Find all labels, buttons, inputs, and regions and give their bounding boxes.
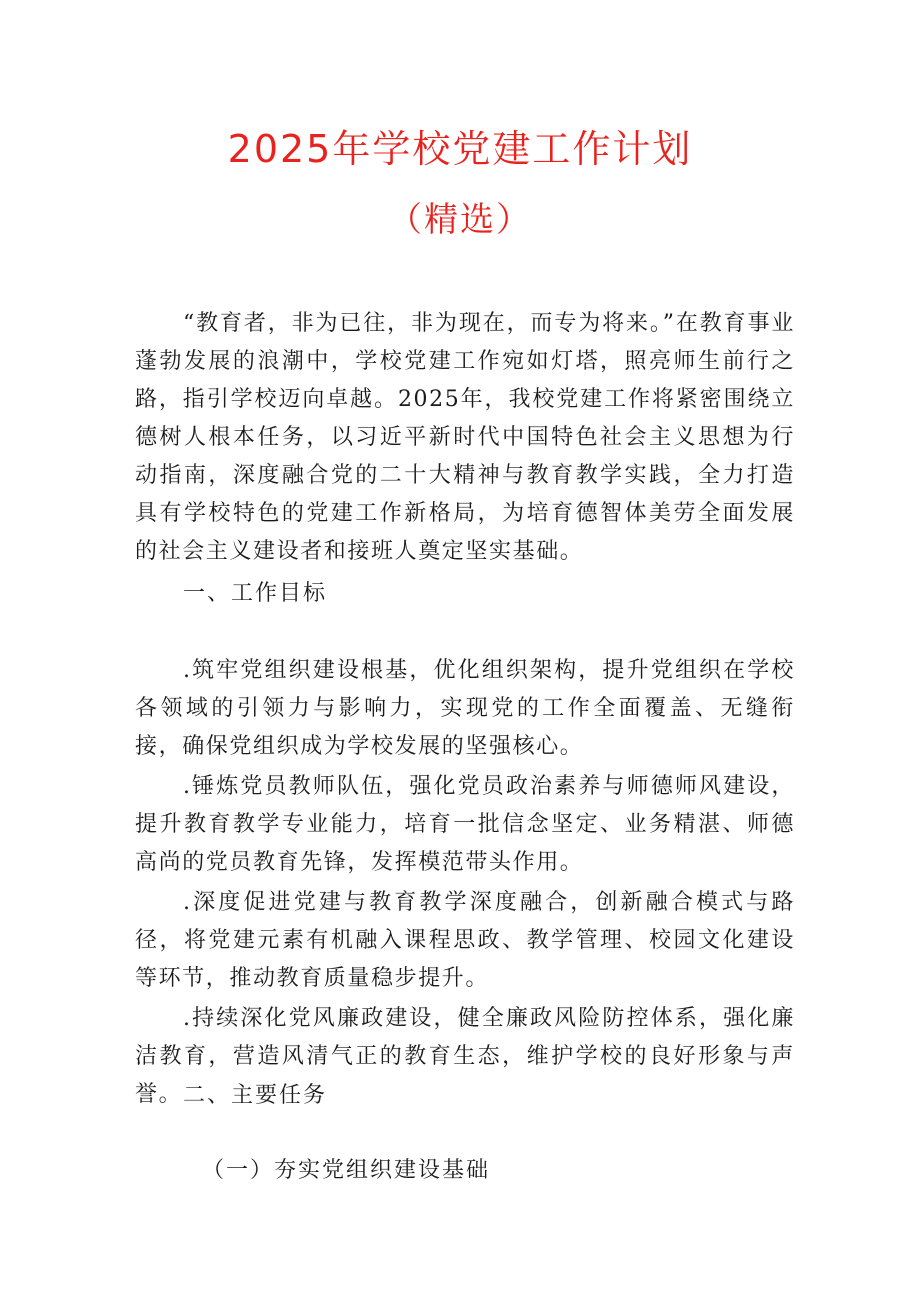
goal-item: .深度促进党建与教育教学深度融合，创新融合模式与路径，将党建元素有机融入课程思政、教学管理、校园文化建设等环节，推动教育质量稳步提升。	[135, 890, 795, 991]
goal-item: .锤炼党员教师队伍，强化党员政治素养与师德师风建设，提升教育教学专业能力，培育一批信念坚定、业务精湛、师德高尚的党员教育先锋，发挥模范带头作用。	[135, 774, 795, 875]
subsection-heading: （一）夯实党组织建设基础	[202, 1158, 491, 1183]
document-subtitle: （精选）	[388, 200, 532, 240]
document-title: 2025年学校党建工作计划	[227, 127, 693, 171]
section-heading-goals: 一、工作目标	[183, 581, 328, 606]
goal-item: .持续深化党风廉政建设，健全廉政风险防控体系，强化廉洁教育，营造风清气正的教育生态，维护学校的良好形象与声誉。	[135, 1006, 795, 1107]
goal-item: .筑牢党组织建设根基，优化组织架构，提升党组织在学校各领域的引领力与影响力，实现党的工作全面覆盖、无缝衔接，确保党组织成为学校发展的坚强核心。	[135, 658, 795, 759]
intro-paragraph: “教育者，非为已往，非为现在，而专为将来。”在教育事业蓬勃发展的浪潮中，学校党建工作宛如灯塔，照亮师生前行之路，指引学校迈向卓越。2025年，我校党建工作将紧密围绕立德树人根本任务，以习近平新时代中国特色社会主义思想为行动指南，深度融合党的二十大精神与教育教学实践，全力打造具有学校特色的党建工作新格局，为培育德智体美劳全面发展的社会主义建设者和接班人奠定坚实基础。	[135, 311, 795, 564]
section-heading-tasks: 二、主要任务	[183, 1083, 328, 1108]
